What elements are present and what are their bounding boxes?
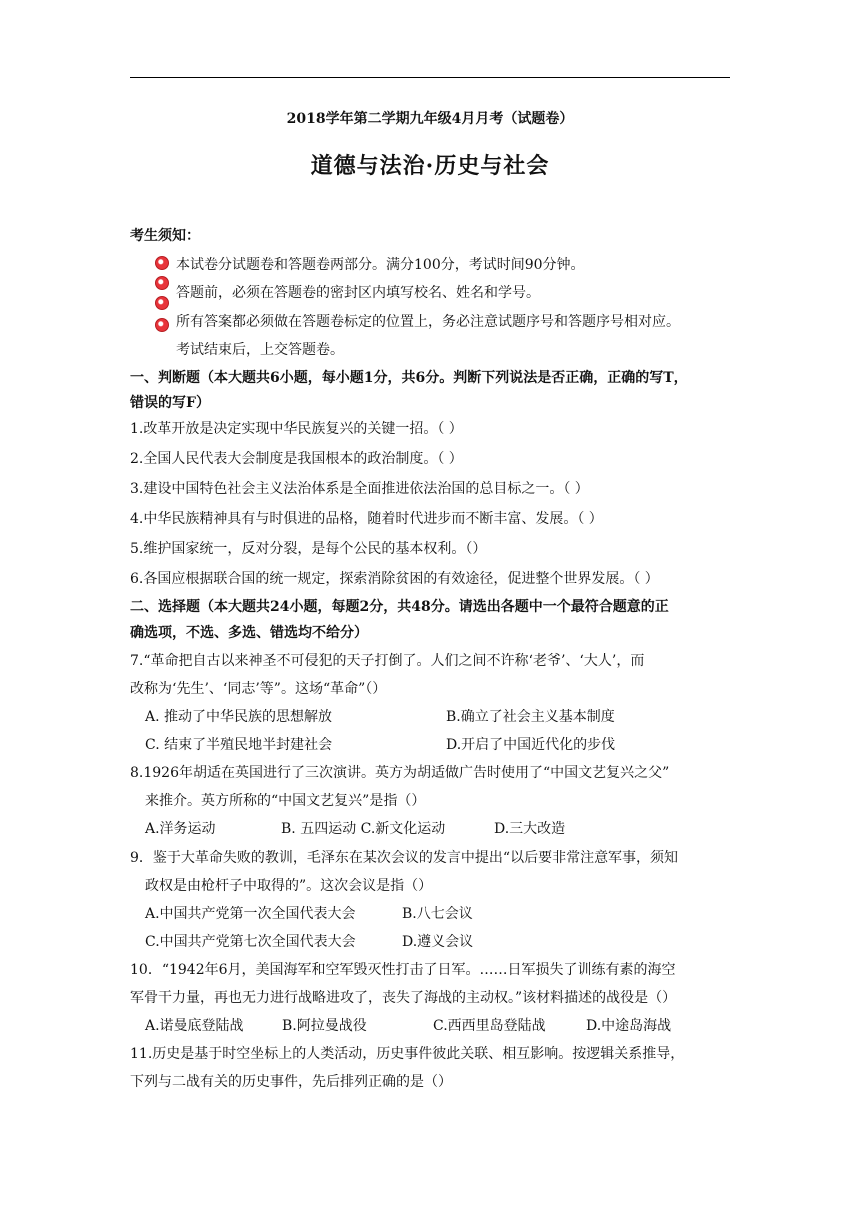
question-8-stem-cont: 来推介。英方所称的“中国文艺复兴”是指（） [145, 793, 426, 809]
section-heading: 二、选择题（本大题共24小题，每题2分，共48分。请选出各题中一个最符合题意的正 [130, 599, 669, 615]
exam-subtitle: 2018学年第二学期九年级4月月考（试题卷） [286, 111, 574, 127]
question-9-stem: 9．鉴于大革命失败的教训，毛泽东在某次会议的发言中提出“以后要非常注意军事，须知 [130, 850, 679, 866]
question-9-stem-cont: 政权是由枪杆子中取得的”。这次会议是指（） [145, 878, 433, 894]
question-3: 3.建设中国特色社会主义法治体系是全面推进依法治国的总目标之一。（ ） [130, 481, 589, 497]
notice-heading: 考生须知： [130, 228, 200, 244]
section-heading: 一、判断题（本大题共6小题，每小题1分，共6分。判断下列说法是否正确，正确的写T， [130, 370, 688, 386]
notice-item: 本试卷分试题卷和答题卷两部分。满分100分，考试时间90分钟。 [176, 257, 585, 273]
option-b-c: B. 五四运动 C.新文化运动 [281, 821, 446, 837]
question-6: 6.各国应根据联合国的统一规定，探索消除贫困的有效途径，促进整个世界发展。（ ） [130, 571, 659, 587]
red-bullet-icon [155, 296, 169, 310]
option-d: D.开启了中国近代化的步伐 [446, 737, 616, 753]
question-11-stem: 11.历史是基于时空坐标上的人类活动，历史事件彼此关联、相互影响。按逻辑关系推导， [130, 1046, 685, 1062]
red-bullet-icon [155, 318, 169, 332]
notice-item: 所有答案都必须做在答题卷标定的位置上，务必注意试题序号和答题序号相对应。 [176, 314, 680, 330]
option-c: C. 结束了半殖民地半封建社会 [145, 737, 333, 753]
section-heading-cont: 确选项，不选、多选、错选均不给分） [130, 625, 368, 641]
section-heading-cont: 错误的写F） [130, 395, 210, 411]
question-2: 2.全国人民代表大会制度是我国根本的政治制度。（ ） [130, 451, 463, 467]
option-a: A.诺曼底登陆战 [145, 1018, 244, 1034]
question-7-stem-cont: 改称为‘先生’、‘同志’等”。这场“革命”（） [130, 681, 387, 697]
option-a: A. 推动了中华民族的思想解放 [145, 709, 333, 725]
option-d: D.中途岛海战 [586, 1018, 672, 1034]
red-bullet-icon [155, 276, 169, 290]
question-10-stem-cont: 军骨干力量，再也无力进行战略进攻了，丧失了海战的主动权。”该材料描述的战役是（） [130, 990, 677, 1006]
red-bullet-icon [155, 256, 169, 270]
exam-title: 道德与法治·历史与社会 [310, 153, 550, 179]
option-b: B.确立了社会主义基本制度 [446, 709, 615, 725]
notice-item: 考试结束后，上交答题卷。 [176, 342, 344, 358]
question-5: 5.维护国家统一，反对分裂，是每个公民的基本权利。（） [130, 541, 487, 557]
question-10-stem: 10．“1942年6月，美国海军和空军毁灭性打击了日军。……日军损失了训练有素的海空 [130, 962, 676, 978]
question-8-stem: 8.1926年胡适在英国进行了三次演讲。英方为胡适做广告时使用了“中国文艺复兴之父” [130, 765, 670, 781]
notice-item: 答题前，必须在答题卷的密封区内填写校名、姓名和学号。 [176, 285, 540, 301]
header-rule [130, 77, 730, 78]
option-d: D.遵义会议 [402, 934, 474, 950]
option-b: B.阿拉曼战役 [282, 1018, 367, 1034]
question-11-stem-cont: 下列与二战有关的历史事件，先后排列正确的是（） [130, 1074, 452, 1090]
option-a: A.中国共产党第一次全国代表大会 [145, 906, 356, 922]
option-c: C.西西里岛登陆战 [433, 1018, 546, 1034]
question-4: 4.中华民族精神具有与时俱进的品格，随着时代进步而不断丰富、发展。（ ） [130, 511, 603, 527]
option-a: A.洋务运动 [145, 821, 216, 837]
option-b: B.八七会议 [402, 906, 473, 922]
question-7-stem: 7.“革命把自古以来神圣不可侵犯的天子打倒了。人们之间不许称‘老爷’、‘大人’，而 [130, 653, 645, 669]
option-c: C.中国共产党第七次全国代表大会 [145, 934, 356, 950]
option-d: D.三大改造 [494, 821, 566, 837]
question-1: 1.改革开放是决定实现中华民族复兴的关键一招。（ ） [130, 421, 463, 437]
